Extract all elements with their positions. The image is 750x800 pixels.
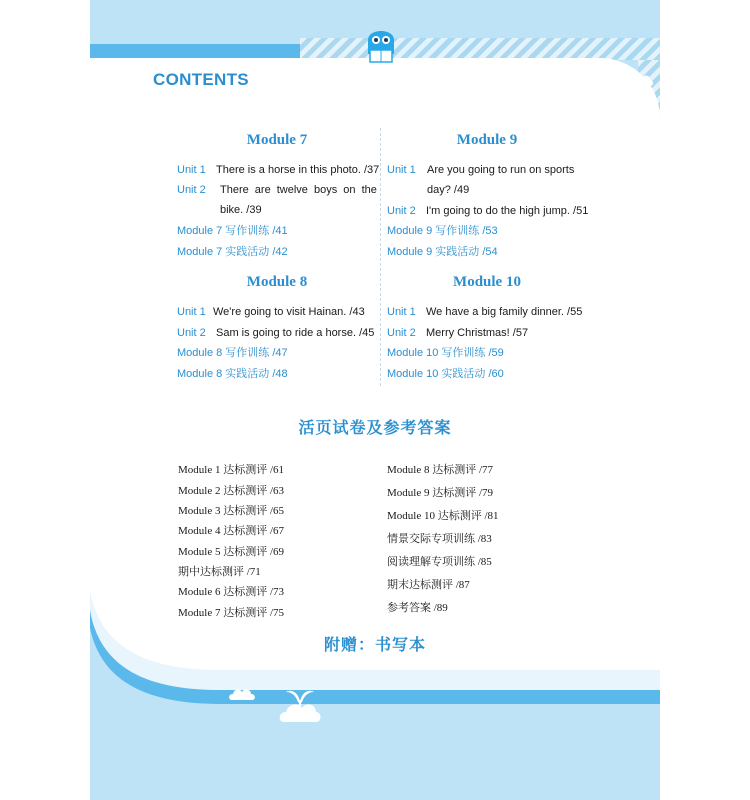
page-background	[90, 0, 660, 800]
toc-extra-practice[interactable]: Module 10 实践活动 /60	[387, 368, 504, 380]
mascot-icon	[364, 24, 398, 64]
test-item[interactable]: 期中达标测评 /71	[178, 566, 261, 578]
unit-label: Unit 2	[177, 184, 206, 196]
unit-label: Unit 1	[177, 306, 206, 318]
test-item[interactable]: Module 7 达标测评 /75	[178, 607, 285, 619]
toc-entry-continued[interactable]: bike. /39	[220, 204, 262, 216]
unit-title: We're going to visit Hainan. /43	[213, 306, 365, 318]
test-item[interactable]: Module 6 达标测评 /73	[178, 586, 285, 598]
toc-entry-continued[interactable]: day? /49	[427, 184, 470, 196]
unit-title: We have a big family dinner. /55	[426, 306, 583, 318]
unit-label: Unit 2	[387, 205, 416, 217]
toc-entry[interactable]	[177, 323, 374, 343]
test-item[interactable]: Module 8 达标测评 /77	[387, 464, 494, 476]
toc-entry[interactable]	[387, 201, 588, 221]
test-item[interactable]: Module 9 达标测评 /79	[387, 487, 494, 499]
toc-extra-practice[interactable]: Module 7 实践活动 /42	[177, 246, 288, 258]
test-item[interactable]: Module 5 达标测评 /69	[178, 546, 285, 558]
toc-extra-practice[interactable]: Module 8 实践活动 /48	[177, 368, 288, 380]
test-item[interactable]: 参考答案 /89	[387, 602, 448, 614]
test-item[interactable]: Module 10 达标测评 /81	[387, 510, 499, 522]
test-item[interactable]: Module 3 达标测评 /65	[178, 505, 285, 517]
module-heading: Module 10	[453, 274, 521, 290]
unit-label: Unit 1	[387, 306, 416, 318]
test-item[interactable]: 期末达标测评 /87	[387, 579, 470, 591]
bottom-wave	[90, 590, 660, 800]
unit-title: There are twelve boys on the	[220, 184, 377, 196]
cloud-icon	[228, 686, 256, 702]
sprout-icon	[278, 682, 322, 724]
unit-label: Unit 2	[177, 327, 206, 339]
unit-title: Merry Christmas! /57	[426, 327, 529, 339]
toc-entry[interactable]	[177, 180, 377, 200]
test-item[interactable]: Module 1 达标测评 /61	[178, 464, 285, 476]
toc-entry[interactable]	[387, 323, 528, 343]
cloud-icon	[628, 72, 654, 88]
toc-entry[interactable]	[387, 302, 582, 322]
tests-section-title: 活页试卷及参考答案	[298, 420, 452, 437]
unit-title: I'm going to do the high jump. /51	[426, 205, 589, 217]
test-item[interactable]: Module 4 达标测评 /67	[178, 525, 285, 537]
top-blue-band	[90, 44, 300, 58]
column-divider	[380, 128, 381, 386]
unit-title: Sam is going to ride a horse. /45	[216, 327, 375, 339]
toc-entry[interactable]	[177, 160, 379, 180]
unit-title: There is a horse in this photo. /37	[216, 164, 380, 176]
module-heading: Module 8	[246, 274, 308, 290]
module-heading: Module 9	[456, 132, 518, 148]
toc-entry[interactable]	[177, 302, 365, 322]
striped-road	[300, 38, 660, 60]
unit-title: Are you going to run on sports	[427, 164, 575, 176]
toc-extra-writing[interactable]: Module 8 写作训练 /47	[177, 347, 288, 359]
page-title: CONTENTS	[153, 70, 249, 89]
toc-extra-practice[interactable]: Module 9 实践活动 /54	[387, 246, 498, 258]
unit-label: Unit 2	[387, 327, 416, 339]
unit-label: Unit 1	[387, 164, 416, 176]
toc-extra-writing[interactable]: Module 10 写作训练 /59	[387, 347, 504, 359]
toc-extra-writing[interactable]: Module 7 写作训练 /41	[177, 225, 288, 237]
gift-note: 附赠：书写本	[323, 637, 426, 654]
test-item[interactable]: Module 2 达标测评 /63	[178, 485, 285, 497]
unit-label: Unit 1	[177, 164, 206, 176]
module-heading: Module 7	[246, 132, 308, 148]
cloud-icon	[572, 88, 616, 110]
test-item[interactable]: 情景交际专项训练 /83	[387, 533, 492, 545]
test-item[interactable]: 阅读理解专项训练 /85	[387, 556, 492, 568]
toc-extra-writing[interactable]: Module 9 写作训练 /53	[387, 225, 498, 237]
toc-entry[interactable]	[387, 160, 574, 180]
